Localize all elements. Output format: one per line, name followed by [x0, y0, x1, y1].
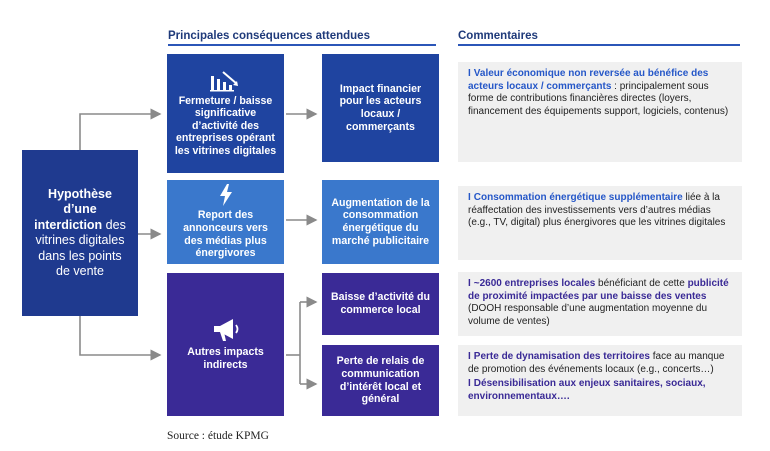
hypothesis-box [22, 150, 138, 316]
consequence-other-box [167, 273, 284, 416]
comment-commerce [458, 272, 742, 336]
arrow-hyp-to-closure [80, 114, 160, 150]
comment-communication-text-1: face au manque de promotion des événements locaux (e.g., concerts…) [468, 351, 725, 375]
consequence-closure-box [167, 54, 284, 173]
comment-commerce-highlight-2: publicité de proximité impactées par une baisse des ventes [468, 278, 729, 302]
impact-financial-label: Impact financier pour les acteurs locaux / commerçants [339, 82, 422, 133]
impact-financial-box [322, 54, 439, 162]
consequence-report-label: Report des annonceurs vers des médias plus énergivores [183, 209, 268, 260]
megaphone-icon [211, 317, 241, 343]
bullet-marker: I [468, 278, 471, 289]
consequence-closure-label: Fermeture / baisse significative d’activité des entreprises opérant les vitrines digitales [174, 94, 277, 157]
impact-energy-label: Augmentation de la consommation énergétique du marché publicitaire [331, 196, 430, 247]
consequence-other-label: Autres impacts indirects [187, 346, 264, 371]
comment-energy [458, 186, 742, 260]
comment-commerce-text-mid: bénéficiant de cette [595, 278, 688, 289]
comment-communication-item-1 [468, 351, 732, 376]
arrow-hyp-to-other [80, 316, 160, 355]
bullet-marker: I [468, 192, 471, 203]
impact-communication-box [322, 345, 439, 416]
bullet-marker: I [468, 351, 471, 362]
comment-communication [458, 345, 742, 416]
bar-chart-down-icon [209, 70, 243, 92]
comment-financial-text: : principalement sous forme de contributions financières directes (loyers, financement des équipements support, logiciels, contenus) [468, 80, 729, 117]
comment-communication-highlight-1: Perte de dynamisation des territoires [473, 351, 650, 362]
comment-financial-highlight: Valeur économique non reversée au bénéfice des acteurs locaux / commerçants [468, 68, 709, 92]
impact-commerce-box [322, 273, 439, 335]
consequences-header: Principales conséquences attendues [168, 30, 370, 42]
comment-energy-highlight: Consommation énergétique supplémentaire [473, 192, 683, 203]
hypothesis-emphasis: Hypothèse d’une interdiction [34, 186, 112, 232]
comments-header: Commentaires [458, 30, 538, 42]
hypothesis-rest: des vitrines digitales dans les points de vente [35, 217, 126, 278]
impact-commerce-label: Baisse d’activité du commerce local [331, 291, 430, 316]
bullet-marker: I [468, 378, 471, 390]
lightning-icon [219, 184, 233, 206]
comment-financial [458, 62, 742, 162]
comment-communication-highlight-2: Désensibilisation aux enjeux sanitaires, sociaux, environnementaux…. [468, 378, 706, 402]
comment-commerce-highlight-1: ~2600 entreprises locales [473, 278, 596, 289]
comment-communication-item-2 [468, 378, 732, 403]
comment-commerce-text: (DOOH responsable d’une augmentation moyenne du volume de ventes) [468, 303, 708, 327]
impact-energy-box [322, 180, 439, 264]
consequence-report-box [167, 180, 284, 264]
impact-communication-label: Perte de relais de communication d’intérêt local et général [336, 355, 425, 406]
source-note: Source : étude KPMG [167, 430, 269, 442]
bullet-marker: I [468, 68, 471, 79]
comment-energy-text: liée à la réaffectation des investissements vers d’autres médias (e.g., TV, digital) plus énergivores que les vitrines digitales [468, 192, 726, 229]
